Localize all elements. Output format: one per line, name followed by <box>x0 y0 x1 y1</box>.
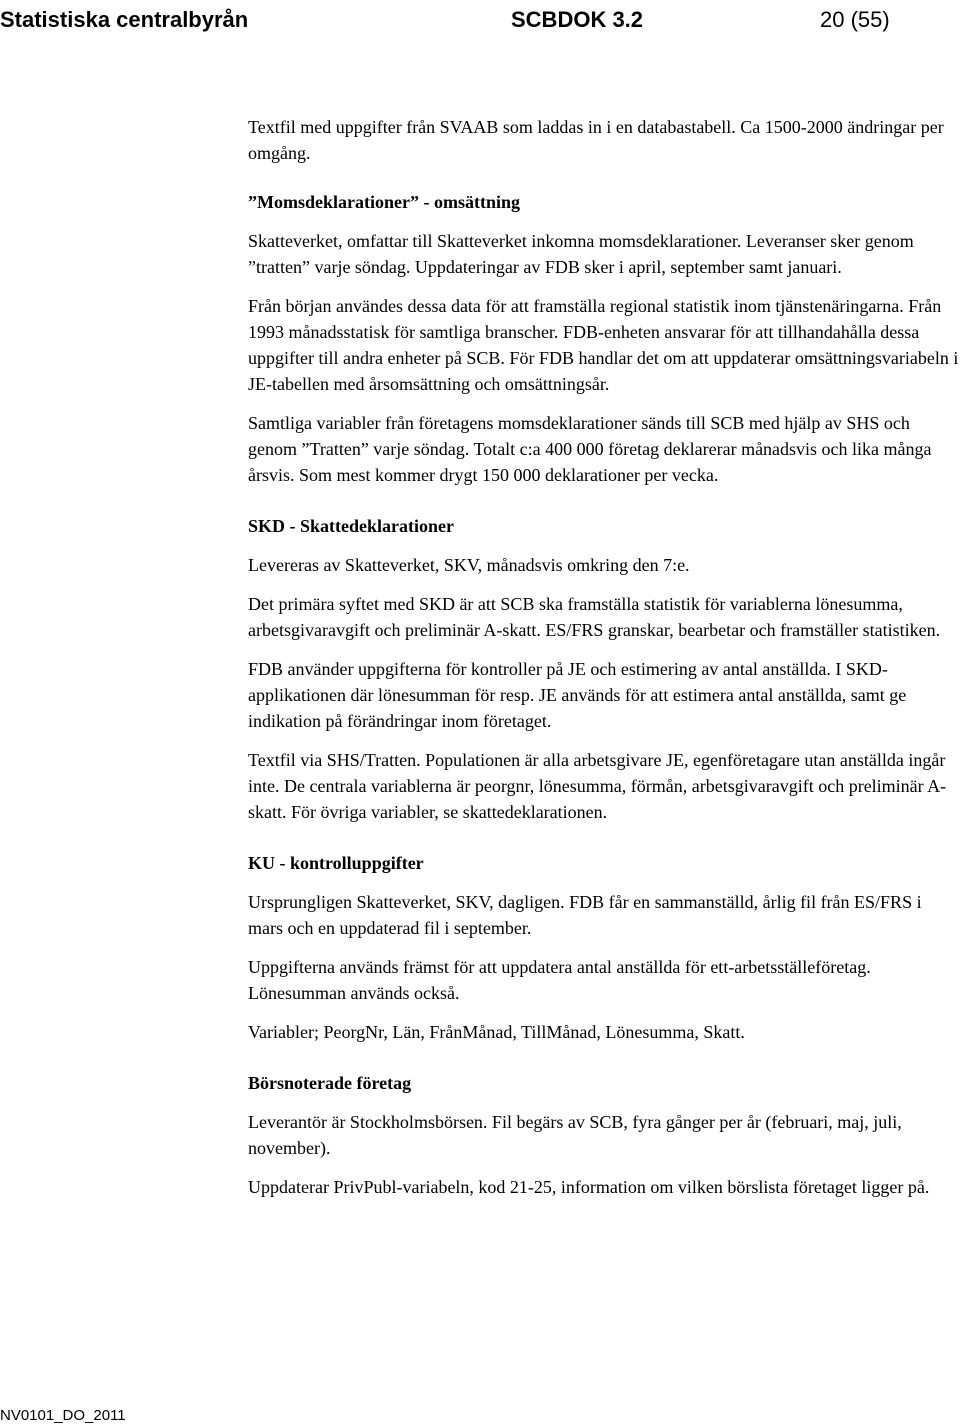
heading-momsdeklarationer: ”Momsdeklarationer” - omsättning <box>248 192 520 212</box>
document-body <box>248 114 960 1200</box>
paragraph-svaab: Textfil med uppgifter från SVAAB som laddas in i en databastabell. Ca 1500-2000 ändringar per omgång. <box>248 117 944 163</box>
paragraph-ku-leverans: Ursprungligen Skatteverket, SKV, dagligen. FDB får en sammanställd, årlig fil från ES/FRS i mars och en uppdaterad fil i september. <box>248 892 922 938</box>
paragraph-moms-leverans: Skatteverket, omfattar till Skatteverket inkomna momsdeklarationer. Leveranser sker genom ”tratten” varje söndag. Uppdateringar av FDB sker i april, september samt januari. <box>248 231 914 277</box>
paragraph-bors-leverans: Leverantör är Stockholmsbörsen. Fil begärs av SCB, fyra gånger per år (februari, maj, juli, november). <box>248 1112 902 1158</box>
paragraph-bors-uppdatering: Uppdaterar PrivPubl-variabeln, kod 21-25, information om vilken börslista företaget ligger på. <box>248 1177 930 1197</box>
paragraph-skd-fdb: FDB använder uppgifterna för kontroller på JE och estimering av antal anställda. I SKD-applikationen där lönesumman för resp. JE används för att estimera antal anställda, samt ge indikation på förändringar inom företaget. <box>248 659 907 731</box>
paragraph-moms-variabler: Samtliga variabler från företagens momsdeklarationer sänds till SCB med hjälp av SHS och genom ”Tratten” varje söndag. Totalt c:a 400 000 företag deklarerar månadsvis och lika många årsvis. Som mest kommer drygt 150 000 deklarationer per vecka. <box>248 413 932 485</box>
paragraph-ku-anvandning: Uppgifterna används främst för att uppdatera antal anställda för ett-arbetsställeföretag. Lönesumman används också. <box>248 957 871 1003</box>
page-number: 20 (55) <box>820 7 890 32</box>
paragraph-skd-textfil: Textfil via SHS/Tratten. Populationen är alla arbetsgivare JE, egenföretagare utan anställda ingår inte. De centrala variablerna är peorgnr, lönesumma, förmån, arbetsgivaravgift och preliminär A-skatt. För övriga variabler, se skattedeklarationen. <box>248 750 947 822</box>
paragraph-skd-leverans: Levereras av Skatteverket, SKV, månadsvis omkring den 7:e. <box>248 555 690 575</box>
heading-ku: KU - kontrolluppgifter <box>248 853 424 873</box>
paragraph-moms-historik: Från början användes dessa data för att framställa regional statistik inom tjänstenäringarna. Från 1993 månadsstatisk för samtliga branscher. FDB-enheten ansvarar för att tillhandahålla dessa uppgifter till andra enheter på SCB. För FDB handlar det om att uppdaterar omsättningsvariabeln i JE-tabellen med årsomsättning och omsättningsår. <box>248 296 959 394</box>
footer-document-code: NV0101_DO_2011 <box>0 1407 126 1424</box>
paragraph-ku-variabler: Variabler; PeorgNr, Län, FrånMånad, TillMånad, Lönesumma, Skatt. <box>248 1022 745 1042</box>
page-header <box>0 4 960 40</box>
heading-skd: SKD - Skattedeklarationer <box>248 516 454 536</box>
paragraph-skd-syfte: Det primära syftet med SKD är att SCB ska framställa statistik för variablerna lönesumma, arbetsgivaravgift och preliminär A-skatt. ES/FRS granskar, bearbetar och framställer statistiken. <box>248 594 941 640</box>
organization-name: Statistiska centralbyrån <box>0 7 249 32</box>
document-id: SCBDOK 3.2 <box>511 7 644 32</box>
heading-borsnoterade: Börsnoterade företag <box>248 1073 412 1093</box>
